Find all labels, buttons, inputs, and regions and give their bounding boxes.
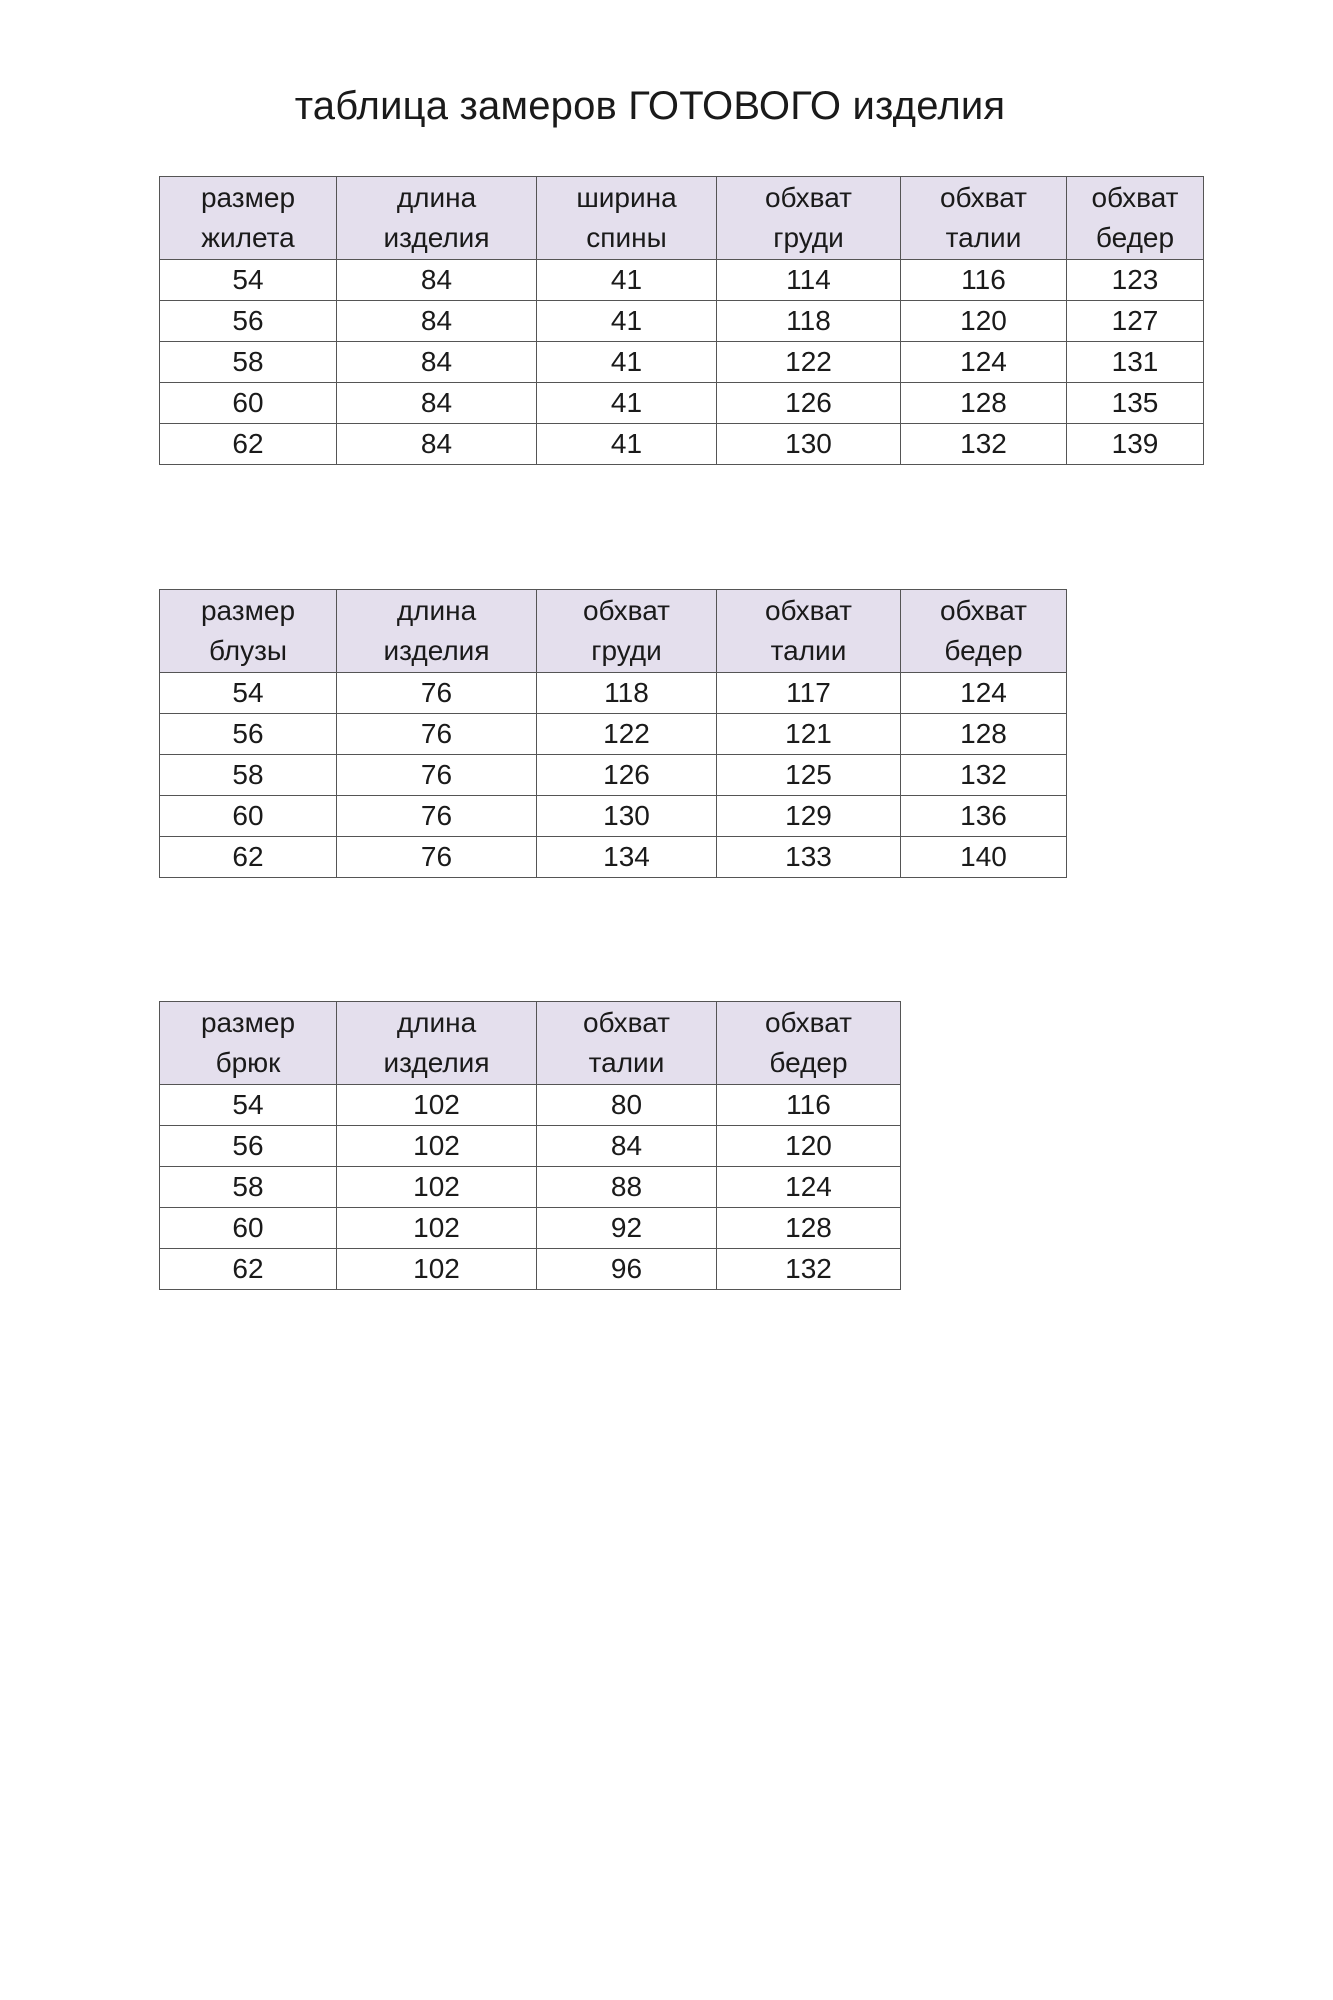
column-header-line: длина (396, 182, 477, 213)
table-cell: 58 (160, 342, 337, 383)
column-header-line: талии (588, 1047, 665, 1078)
table-cell: 84 (537, 1126, 717, 1167)
table-cell: 116 (717, 1085, 901, 1126)
column-header-line: изделия (383, 1047, 490, 1078)
table-cell: 41 (537, 301, 717, 342)
column-header-line: груди (773, 222, 844, 253)
table-cell: 54 (160, 260, 337, 301)
table-cell: 118 (717, 301, 901, 342)
column-header (717, 590, 901, 673)
table-cell: 102 (337, 1167, 537, 1208)
table-cell: 62 (160, 1249, 337, 1290)
column-header (537, 590, 717, 673)
table-cell: 116 (901, 260, 1067, 301)
table-row (160, 1208, 901, 1249)
table-cell: 120 (717, 1126, 901, 1167)
table-cell: 122 (537, 714, 717, 755)
table-cell: 84 (337, 383, 537, 424)
column-header-line: длина (396, 595, 477, 626)
column-header-line: обхват (1091, 182, 1179, 213)
table-row (160, 301, 1204, 342)
table-cell: 122 (717, 342, 901, 383)
column-header-line: размер (200, 182, 296, 213)
table-cell: 76 (337, 673, 537, 714)
table-cell: 139 (1067, 424, 1204, 465)
table-cell: 56 (160, 714, 337, 755)
table-cell: 41 (537, 424, 717, 465)
table-cell: 84 (337, 301, 537, 342)
table-cell: 135 (1067, 383, 1204, 424)
table-cell: 128 (717, 1208, 901, 1249)
table-cell: 134 (537, 837, 717, 878)
table-cell: 84 (337, 260, 537, 301)
column-header-line: ширина (576, 182, 677, 213)
table-row (160, 837, 1067, 878)
column-header-line: обхват (582, 595, 671, 626)
column-header-line: изделия (383, 222, 490, 253)
table-cell: 41 (537, 260, 717, 301)
column-header (1067, 177, 1204, 260)
blouse-size-table (159, 589, 1067, 878)
table-row (160, 260, 1204, 301)
table-cell: 102 (337, 1126, 537, 1167)
table-cell: 118 (537, 673, 717, 714)
table-cell: 127 (1067, 301, 1204, 342)
table-cell: 114 (717, 260, 901, 301)
table-row (160, 1167, 901, 1208)
table-cell: 102 (337, 1085, 537, 1126)
table-cell: 62 (160, 424, 337, 465)
column-header-line: талии (770, 635, 847, 666)
column-header (337, 177, 537, 260)
column-header-line: обхват (764, 595, 853, 626)
page-title: таблица замеров ГОТОВОГО изделия (294, 84, 1006, 128)
table-cell: 120 (901, 301, 1067, 342)
table-row (160, 755, 1067, 796)
table-cell: 132 (901, 755, 1067, 796)
column-header (717, 177, 901, 260)
table-cell: 56 (160, 301, 337, 342)
column-header (337, 1002, 537, 1085)
table-cell: 126 (717, 383, 901, 424)
column-header (337, 590, 537, 673)
column-header-line: размер (200, 595, 296, 626)
table-cell: 84 (337, 342, 537, 383)
table-cell: 123 (1067, 260, 1204, 301)
column-header-line: спины (586, 222, 667, 253)
table-cell: 140 (901, 837, 1067, 878)
table-cell: 41 (537, 383, 717, 424)
table-cell: 124 (717, 1167, 901, 1208)
table-row (160, 1085, 901, 1126)
column-header (537, 1002, 717, 1085)
table-cell: 121 (717, 714, 901, 755)
column-header (717, 1002, 901, 1085)
table-header-row (160, 590, 1067, 673)
column-header (901, 177, 1067, 260)
table-row (160, 1249, 901, 1290)
table-cell: 130 (537, 796, 717, 837)
table-cell: 54 (160, 673, 337, 714)
column-header-line: бедер (944, 635, 1023, 666)
column-header-line: брюк (215, 1047, 281, 1078)
table-cell: 88 (537, 1167, 717, 1208)
table-cell: 130 (717, 424, 901, 465)
table-row (160, 714, 1067, 755)
table-row (160, 796, 1067, 837)
table-row (160, 342, 1204, 383)
table-cell: 132 (901, 424, 1067, 465)
table-cell: 128 (901, 383, 1067, 424)
column-header-line: бедер (1095, 222, 1175, 253)
table-cell: 60 (160, 796, 337, 837)
table-cell: 96 (537, 1249, 717, 1290)
table-cell: 124 (901, 342, 1067, 383)
column-header-line: длина (396, 1007, 477, 1038)
column-header-line: груди (591, 635, 662, 666)
table-cell: 60 (160, 1208, 337, 1249)
table-cell: 132 (717, 1249, 901, 1290)
table-cell: 58 (160, 1167, 337, 1208)
table-cell: 76 (337, 796, 537, 837)
column-header (537, 177, 717, 260)
column-header (160, 1002, 337, 1085)
column-header (160, 177, 337, 260)
trousers-size-table (159, 1001, 901, 1290)
table-cell: 133 (717, 837, 901, 878)
table-cell: 126 (537, 755, 717, 796)
column-header-line: обхват (939, 595, 1028, 626)
table-cell: 60 (160, 383, 337, 424)
column-header-line: талии (945, 222, 1022, 253)
table-cell: 129 (717, 796, 901, 837)
table-cell: 117 (717, 673, 901, 714)
table-cell: 58 (160, 755, 337, 796)
vest-size-table (159, 176, 1204, 465)
table-row (160, 1126, 901, 1167)
table-cell: 102 (337, 1208, 537, 1249)
table-cell: 76 (337, 837, 537, 878)
table-header-row (160, 1002, 901, 1085)
table-cell: 124 (901, 673, 1067, 714)
table-cell: 56 (160, 1126, 337, 1167)
table-cell: 136 (901, 796, 1067, 837)
column-header-line: обхват (764, 1007, 853, 1038)
table-cell: 131 (1067, 342, 1204, 383)
table-cell: 84 (337, 424, 537, 465)
table-row (160, 424, 1204, 465)
table-cell: 54 (160, 1085, 337, 1126)
column-header-line: обхват (939, 182, 1028, 213)
table-cell: 125 (717, 755, 901, 796)
column-header-line: обхват (582, 1007, 671, 1038)
table-row (160, 673, 1067, 714)
column-header-line: блузы (208, 635, 288, 666)
table-cell: 80 (537, 1085, 717, 1126)
column-header-line: обхват (764, 182, 853, 213)
column-header-line: жилета (201, 222, 295, 253)
column-header-line: бедер (769, 1047, 848, 1078)
column-header-line: изделия (383, 635, 490, 666)
table-cell: 41 (537, 342, 717, 383)
table-cell: 76 (337, 755, 537, 796)
table-cell: 102 (337, 1249, 537, 1290)
column-header-line: размер (200, 1007, 296, 1038)
table-header-row (160, 177, 1204, 260)
table-row (160, 383, 1204, 424)
column-header (901, 590, 1067, 673)
table-cell: 76 (337, 714, 537, 755)
column-header (160, 590, 337, 673)
table-cell: 128 (901, 714, 1067, 755)
table-cell: 62 (160, 837, 337, 878)
table-cell: 92 (537, 1208, 717, 1249)
